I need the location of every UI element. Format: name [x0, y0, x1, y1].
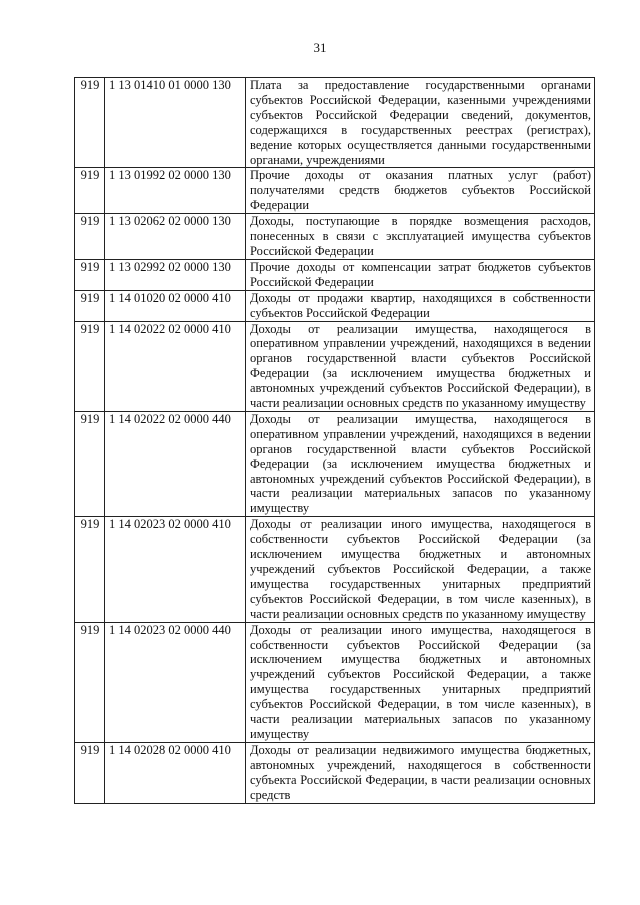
admin-code-cell: 919	[75, 168, 105, 214]
table-row	[75, 290, 595, 321]
table-row	[75, 321, 595, 411]
description-cell: Доходы от продажи квартир, находящихся в собственности субъектов Российской Федерации	[246, 290, 595, 321]
description-cell: Доходы, поступающие в порядке возмещения расходов, понесенных в связи с эксплуатацией имущества субъектов Российской Федерации	[246, 214, 595, 260]
budget-code-cell: 1 14 01020 02 0000 410	[105, 290, 246, 321]
admin-code-cell: 919	[75, 411, 105, 516]
description-cell: Прочие доходы от оказания платных услуг (работ) получателями средств бюджетов субъектов Российской Федерации	[246, 168, 595, 214]
budget-code-cell: 1 14 02028 02 0000 410	[105, 742, 246, 803]
revenue-codes-table	[74, 77, 595, 804]
admin-code-cell: 919	[75, 78, 105, 168]
budget-code-cell: 1 13 01410 01 0000 130	[105, 78, 246, 168]
description-cell: Плата за предоставление государственными органами субъектов Российской Федерации, казенными учреждениями субъектов Российской Федерации сведений, документов, содержащихся в государственных реестрах (регистрах), ведение которых осуществляется данными государственными органами, учреждениями	[246, 78, 595, 168]
table-row	[75, 411, 595, 516]
table-row	[75, 517, 595, 622]
description-cell: Доходы от реализации иного имущества, находящегося в собственности субъектов Российской Федерации (за исключением имущества бюджетных и автономных учреждений субъектов Российской Федерации, а также имущества государственных унитарных предприятий субъектов Российской Федерации, в том числе казенных), в части реализации основных средств по указанному имуществу	[246, 517, 595, 622]
page-number: 31	[313, 40, 327, 55]
admin-code-cell: 919	[75, 321, 105, 411]
table-row	[75, 742, 595, 803]
table-row	[75, 78, 595, 168]
description-cell: Доходы от реализации имущества, находящегося в оперативном управлении учреждений, находящихся в ведении органов государственной власти субъектов Российской Федерации (за исключением имущества бюджетных и автономных учреждений субъектов Российской Федерации), в части реализации основных средств по указанному имуществу	[246, 321, 595, 411]
budget-code-cell: 1 13 01992 02 0000 130	[105, 168, 246, 214]
table-row	[75, 259, 595, 290]
table-row	[75, 168, 595, 214]
description-cell: Прочие доходы от компенсации затрат бюджетов субъектов Российской Федерации	[246, 259, 595, 290]
admin-code-cell: 919	[75, 259, 105, 290]
admin-code-cell: 919	[75, 517, 105, 622]
budget-code-cell: 1 14 02023 02 0000 440	[105, 622, 246, 742]
budget-code-cell: 1 13 02062 02 0000 130	[105, 214, 246, 260]
admin-code-cell: 919	[75, 214, 105, 260]
description-cell: Доходы от реализации недвижимого имущества бюджетных, автономных учреждений, находящегося в собственности субъекта Российской Федерации, в части реализации основных средств	[246, 742, 595, 803]
admin-code-cell: 919	[75, 742, 105, 803]
description-cell: Доходы от реализации иного имущества, находящегося в собственности субъектов Российской Федерации (за исключением имущества бюджетных и автономных учреждений субъектов Российской Федерации, а также имущества государственных унитарных предприятий субъектов Российской Федерации, в том числе казенных), в части реализации материальных запасов по указанному имуществу	[246, 622, 595, 742]
budget-code-cell: 1 14 02022 02 0000 440	[105, 411, 246, 516]
table-row	[75, 214, 595, 260]
description-cell: Доходы от реализации имущества, находящегося в оперативном управлении учреждений, находящихся в ведении органов государственной власти субъектов Российской Федерации (за исключением имущества бюджетных и автономных учреждений субъектов Российской Федерации), в части реализации материальных запасов по указанному имуществу	[246, 411, 595, 516]
admin-code-cell: 919	[75, 622, 105, 742]
budget-code-cell: 1 14 02022 02 0000 410	[105, 321, 246, 411]
budget-code-cell: 1 13 02992 02 0000 130	[105, 259, 246, 290]
admin-code-cell: 919	[75, 290, 105, 321]
table-row	[75, 622, 595, 742]
budget-code-cell: 1 14 02023 02 0000 410	[105, 517, 246, 622]
